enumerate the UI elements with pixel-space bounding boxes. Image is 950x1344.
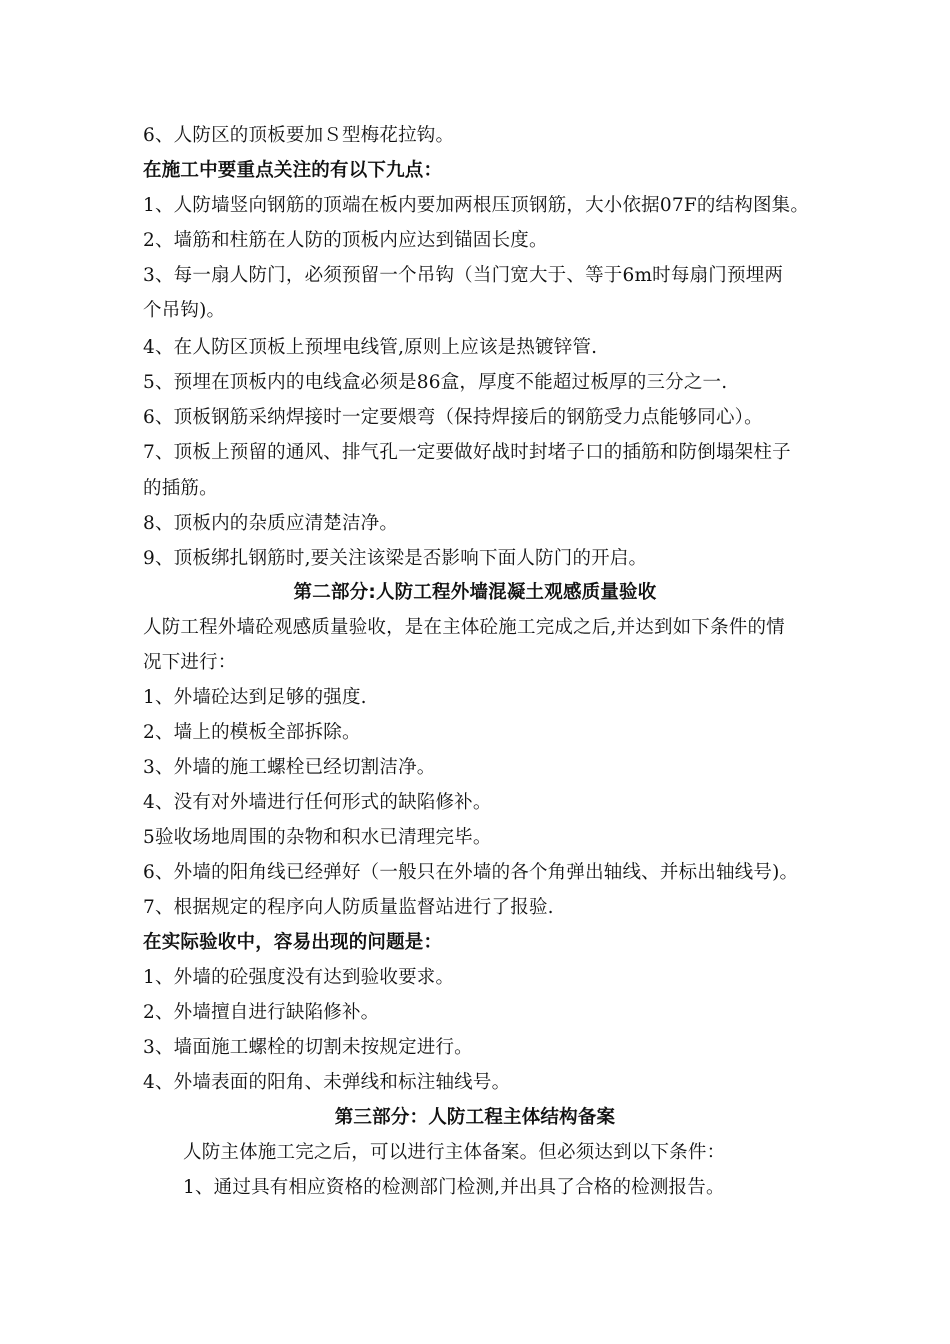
list-item: 6、人防区的顶板要加Ｓ型梅花拉钩。 <box>143 125 455 146</box>
list-item-continuation: 的插筋。 <box>143 478 218 499</box>
list-item: 7、根据规定的程序向人防质量监督站进行了报验. <box>143 897 554 918</box>
list-item: 4、外墙表面的阳角、未弹线和标注轴线号。 <box>143 1072 511 1093</box>
list-item: 9、顶板绑扎钢筋时,要关注该梁是否影响下面人防门的开启。 <box>143 548 648 569</box>
list-item: 1、外墙砼达到足够的强度. <box>143 687 367 708</box>
list-item: 2、墙筋和柱筋在人防的顶板内应达到锚固长度。 <box>143 230 548 251</box>
list-item: 1、外墙的砼强度没有达到验收要求。 <box>143 967 455 988</box>
list-item: 4、没有对外墙进行任何形式的缺陷修补。 <box>143 792 492 813</box>
list-item: 2、外墙擅自进行缺陷修补。 <box>143 1002 380 1023</box>
list-item: 8、顶板内的杂质应清楚洁净。 <box>143 513 399 534</box>
list-item: 5、预埋在顶板内的电线盒必须是86盒，厚度不能超过板厚的三分之一. <box>143 372 728 393</box>
paragraph: 人防工程外墙砼观感质量验收，是在主体砼施工完成之后,并达到如下条件的情 <box>143 617 785 638</box>
list-item: 7、顶板上预留的通风、排气孔一定要做好战时封堵子口的插筋和防倒塌架柱子 <box>143 442 791 463</box>
section-title: 第二部分:人防工程外墙混凝土观感质量验收 <box>293 582 657 603</box>
paragraph: 人防主体施工完之后，可以进行主体备案。但必须达到以下条件： <box>183 1142 726 1163</box>
list-item: 6、顶板钢筋采纳焊接时一定要煨弯（保持焊接后的钢筋受力点能够同心）。 <box>143 407 763 428</box>
section-heading: 在施工中要重点关注的有以下九点： <box>143 160 443 181</box>
list-item: 3、外墙的施工螺栓已经切割洁净。 <box>143 757 436 778</box>
list-item: 5验收场地周围的杂物和积水已清理完毕。 <box>143 827 492 848</box>
section-heading: 在实际验收中，容易出现的问题是： <box>143 932 443 953</box>
list-item: 4、在人防区顶板上预埋电线管,原则上应该是热镀锌管. <box>143 337 598 358</box>
list-item: 3、墙面施工螺栓的切割未按规定进行。 <box>143 1037 473 1058</box>
paragraph-continuation: 况下进行： <box>143 652 237 673</box>
list-item: 2、墙上的模板全部拆除。 <box>143 722 361 743</box>
list-item: 1、人防墙竖向钢筋的顶端在板内要加两根压顶钢筋，大小依据07F的结构图集。 <box>143 195 810 216</box>
section-title: 第三部分：人防工程主体结构备案 <box>334 1107 616 1128</box>
list-item: 1、通过具有相应资格的检测部门检测,并出具了合格的检测报告。 <box>183 1177 725 1198</box>
list-item: 6、外墙的阳角线已经弹好（一般只在外墙的各个角弹出轴线、并标出轴线号)。 <box>143 862 799 883</box>
list-item-continuation: 个吊钩)。 <box>143 300 226 321</box>
list-item: 3、每一扇人防门，必须预留一个吊钩（当门宽大于、等于6m时每扇门预埋两 <box>143 265 784 286</box>
